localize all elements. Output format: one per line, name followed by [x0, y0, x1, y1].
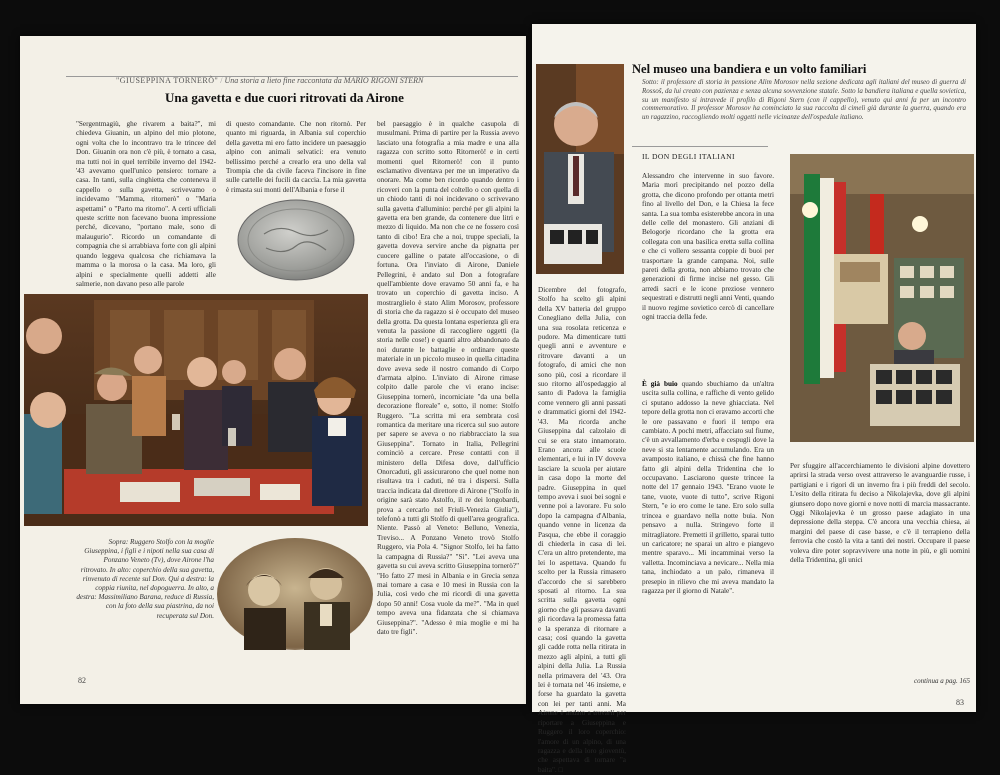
gavetta-lid-photo	[234, 196, 358, 284]
left-page	[20, 36, 526, 704]
article-col-1: "Sergentmagiù, ghe rivarem a baita?", mi chiedeva Giuanin, un alpino del mio plotone, ogni volta che lo incontravo tra le trincee del Don. Giuanin ora non c'è più, è tornato a casa, ma tutti noi in quel terribile inverno del 1942-'43 avevamo quell'unico pensiero: tornare a casa. In tanti, sulla cinghietta che conteneva il cappello o sulla gavetta, scrivevamo o incidevamo "Mamma, ritornerò" o "Maria aspettami" o "Parto ma ritorno". A certi ufficiali queste scritte non facevano buona impressione perché, dicevano, "portano male, sono di malaugurio". Ricordo un comandante di compagnia che si arrabbiava forte con gli alpini quando leggeva qualcosa che richiamava la mamma o la morosa o la casa. Ma loro, gli alpini e specialmente quelli addetti alle salmerie, non davano peso alle parole	[76, 120, 216, 288]
article-col-3: bel paesaggio è in qualche casupola di musulmani. Prima di partire per la Russia avevo lasciato una fotografia a mia madre e una alla ragazza con scritto sotto Ritornerò! e in certi momenti quel Ritornerò! con il punto esclamativo diventava per me un imperativo da onorare. Ma come ben ricordo quando dentro i ricoveri con la punta del coltello o con quella di un chiodo tanti di noi incidevano o scrivevano sulla gavetta d'alluminio: perché per gli alpini la gavetta era ben grande, da contenere due litri e mezzo di liquido. Ma non che ce ne fossero così tanto di cibo! Era che a noi, truppe speciali, la gavetta doveva servire anche da pignatta per cuocere galline o patate all'occasione, o di fortuna. Ora l'inviato di Airone, Daniele Pellegrini, è andato sul Don a fotografare quell'ambiente dove eravamo 50 anni fa, e ha trovato un coperchio di gavetta inciso. A mostrarglielo è stato Alim Morosov, professore di storia che da ragazzo si è occupato del museo della grotta. Da questa lontana esperienza gli era venuta la passione di raccogliere oggetti (la storia nelle cose!) e quanti altro abbandonato da noi durante le battaglie e ordinare queste materiale in un piccolo museo in quella cittadina dove aveva sede il nostro comando di Corpo d'armata alpino. L'inviato di Airone rimase colpito dalle parole che vi erano incise: Giuseppina tornerò, incorniciate "da una bella decorazione floreale" e, sotto, il nome: Stolfo Ruggero. "La scritta mi era sembrata così romantica da meritare una ricerca sul suo autore per sapere se aveva o no riabbracciato la sua Giuseppina". Tornato in Italia, Pellegrini cominciò a cercare. Prese contatti con il ministero della Difesa dove, dall'ufficio Onorcaduti, gli assicurarono che quel nome non risultava tra i caduti, né tra i dispersi. Sulla traccia indicata dal direttore di Airone ("Stolfo in origine sarà stato Astolfo, il re dei longobardi, prova a cercarlo nel Friuli-Venezia Giulia"), telefonò a tutti gli Stolfo di quell'area geografica. Niente. Passò al Veneto: Belluno, Venezia, Treviso... A Ponzano Veneto trovò Stolfo Ruggero, via Pola 4. "Signor Stolfo, lei ha fatto la campagna di Russia?" "Sì". "Lei aveva una gavetta su cui aveva scritto Giuseppina tornerò?" "Ho fatto 27 mesi in Albania e in Grecia senza mai tornare a casa e 10 mesi in Russia con la Julia, così vedo che mi ricordi di una gavetta dopo 50 anni! Cosa vuole da me?". "Ma in quel tempo aveva una fidanzata che si chiamava Giuseppina?". "Adesso è mia moglie e mi ha dato tre figli".	[377, 120, 519, 636]
article-col-c: Per sfuggire all'accerchiamento le divisioni alpine dovettero aprirsi la strada verso ovest attraverso le avanguardie russe, i partigiani e i rigori di un inverno fra i più freddi del secolo. L'esito della ritirata fu deciso a Nikolajevka, dove gli alpini giunsero dopo nove giorni e nove notti di marcia massacrante. Oggi Nikolajevka è un grosso paese adagiato in una depressione della steppa. C'è ancora una vecchia chiesa, ai margini del paese di case basse, e c'è il terrapieno della ferrovia che costò la vita a tanti dei nostri. Occupare il paese voleva dire poter sopravvivere una notte in più, e gli uomini della Tridentina, gli unici	[790, 462, 970, 565]
kicker: "GIUSEPPINA TORNERÒ" / Una storia a lieto fine raccontata da MARIO RIGONI STERN	[116, 76, 424, 85]
family-photo	[24, 294, 368, 526]
kicker-title: "GIUSEPPINA TORNERÒ"	[116, 76, 219, 85]
article-col-a: Dicembre del fotografo, Stolfo ha scelto gli alpini della XV batteria del gruppo Conegliano della Julia, con una sua rosolata reticenza e pudore. Ma dimenticare tutti quegli anni e avventure e ritrovare davanti a un fotografo, di amici che non sono più, così a ricordare il suo ritorno all'ospedaggio al santo di Padova la famiglia come vennero gli anni passati e drammatici giorni del 1942-'43. Ma ricorda anche Giuseppina dal calzolaio di cui se era stato innamorato. Erano ancora alle scuole elementari, e lui in IV doveva lasciare la scuola per aiutare in casa dopo la morte del padre. Giuseppina in quel tempo aveva i suoi bei sogni e venne poi a lavorare. Fu solo dopo la campagna d'Albania, quando venne in licenza da Pasqua, che ebbe il coraggio di chiederla in casa di lei. C'era un altro pretendente, ma lei lo aspettava. Quando fu scelto per la Russia rimasero d'accordo che si sarebbero sposati al ritorno. La sua scritta sulla gavetta ogni giorno che gli passava davanti gli ricordava la promessa fatta e la speranza di ritornare a casa; così quando la gavetta gli cadde rotta nella ritirata in mezzo agli alpini, a tutti gli alpini della Julia. La Russia nella primavera del '43. Ora lei è tornata nel '46 insieme, e forse ha guardato la gavetta con lei per tanti anni. Ma Airone è andato a trovarli per riportare a Giuseppina e Ruggero il loro coperchio: l'amore di un alpino, di una ragazza e della loro gioventù, che aspettava di tornare "a baita". □	[538, 286, 626, 774]
continua-note: continua a pag. 165	[914, 677, 970, 685]
museum-deck: Sotto: il professore di storia in pensione Alim Morosov nella sezione dedicata agli italiani del museo di guerra di Rossoš, da lui creato con pazienza e senza alcuna sovvenzione statale. Sotto la bandiera italiana e quella sovietica, su un manifesto si intravede il profilo di Rigoni Stern (con il cappello), venuto qui anni fa per un incontro commemorativo. Il professor Morosov ha cominciato la sua raccolta di cimeli già durante la guerra, quando era un ragazzino, raccogliendo molti oggetti nelle vicinanze dell'ospedale italiano.	[642, 78, 966, 122]
article-col-b2	[642, 380, 774, 696]
kicker-subtitle: Una storia a lieto fine raccontata da MARIO RIGONI STERN	[224, 76, 424, 85]
section-rule	[632, 146, 768, 147]
page-number-left: 82	[78, 676, 86, 685]
photo-caption: Sopra: Ruggero Stolfo con la moglie Giuseppina, i figli e i nipoti nella sua casa di Ponzano Veneto (Tv), dove Airone l'ha ritrovato. In alto: coperchio della sua gavetta, rinvenuto di recente sul Don. Qui a destra: la coppia riunita, nel dopoguerra. In alto, a destra: Massimiliano Barana, reduce di Russia, con la foto della sua piastrina, da noi recuperata sul Don.	[76, 538, 214, 620]
col-b2-lead: È già buio	[642, 380, 678, 388]
museum-headline: Nel museo una bandiera e un volto familiari	[632, 62, 867, 76]
couple-photo	[216, 538, 374, 650]
museum-photo	[790, 154, 974, 442]
section-title: IL DON DEGLI ITALIANI	[642, 152, 735, 161]
article-col-b: Alessandro che intervenne in suo favore. Maria morì precipitando nel pozzo della grotta, che dicono profondo per ottanta metri fino al livello del Don, e la Chiesa la fece santa. La sua tomba esisterebbe ancora in una delle celle del monastero. Gli anziani di Belogorje ricordano che la grotta era collegata con una basilica eretta sulla collina e che ci vollero sessanta coppie di buoi per trasportare la grande campana. Noi, sulle pareti della grotta, non abbiamo trovato che generazioni di firme incise nel gesso. Gli arredi sacri e le icone preziose vennero sequestrati e distrutti negli anni Venti, quando il nuovo regime sovietico cercò di cancellare ogni traccia della fede.	[642, 172, 774, 322]
page-number-right: 83	[956, 698, 964, 707]
article-headline: Una gavetta e due cuori ritrovati da Airone	[165, 90, 404, 105]
professor-portrait-photo	[536, 64, 624, 274]
col-b2-body: quando sbuchiamo da un'altra uscita sulla collina, e raffiche di vento gelido ci sputano addosso la neve ghiacciata. Nel tepore della grotta non ci eravamo accorti che le ore passavano e fuori il tempo era cambiato. A pochi metri, affacciato sul fiume, c'è un avvallamento d'erba e cespugli dove la neve si sta lentamente accumulando. Era un avamposto italiano, e chissà che fine hanno fatto gli alpini della Tridentina che lo occupavano. Lasciarono queste trincee la notte del 17 gennaio 1943. "Erano vuote le tane, vuote, vuote di tutto", scrive Rigoni Stern, "e io ero come le tane. Ero solo sulla trincea e guardavo nella notte buia. Non pensavo a nulla. Stringevo forte il mitragliatore. Premetti il grilletto, sparai tutto un caricatore; ne sparai un altro e piangevo mentre sparavo... Mi incamminai verso la valletta. Incominciava a nevicare... Nella mia tana, inchiodato a un palo, rimaneva il presepio in rilievo che mi aveva mandato la ragazza per il giorno di Natale".	[642, 380, 774, 595]
right-page	[532, 24, 976, 774]
article-col-2: di questo comandante. Che non ritornò. Per quanto mi riguarda, in Albania sul coperchio della gavetta mi ero fatto incidere un paesaggio alpino con animali selvatici: era venuto bellissimo perché a crearlo era uno della val Trompia che da civile faceva l'incisore in fine sulle cartelle dei fucili da caccia. La mia gavetta è rimasta sui monti dell'Albania e forse il	[226, 120, 366, 194]
